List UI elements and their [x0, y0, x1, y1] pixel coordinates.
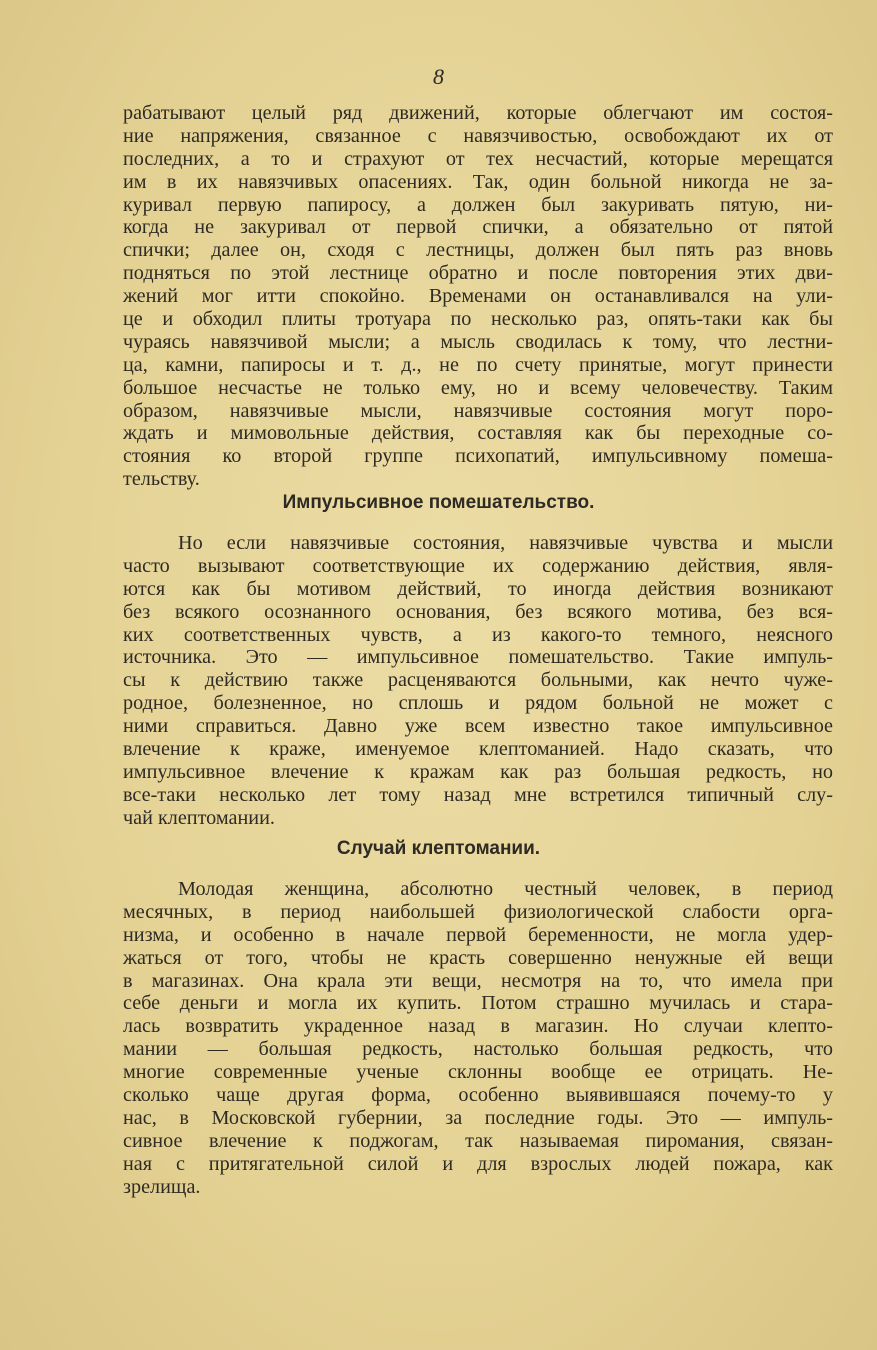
text-line: рабатывают целый ряд движений, которые облегчают им состоя-	[123, 102, 833, 124]
text-line: образом, навязчивые мысли, навязчивые состояния могут поро-	[123, 399, 833, 422]
text-line: стояния ко второй группе психопатий, импульсивному помеша-	[123, 445, 833, 468]
text-line: ются как бы мотивом действий, то иногда действия возникают	[123, 577, 833, 600]
text-line: ца, камни, папиросы и т. д., не по счету принятые, могут принести	[123, 353, 833, 376]
text-line: нас, в Московской губернии, за последние годы. Это — импуль-	[123, 1106, 833, 1129]
text-line: родное, болезненное, но сплошь и рядом больной не может с	[123, 692, 833, 715]
paragraph-kleptomania	[123, 878, 833, 1198]
text-line: без всякого осознанного основания, без всякого мотива, без вся-	[123, 600, 833, 623]
text-line: низма, и особенно в начале первой беременности, не могла удер-	[123, 923, 833, 946]
text-line: жаться от того, чтобы не красть совершенно ненужные ей вещи	[123, 946, 833, 969]
text-line: источника. Это — импульсивное помешательство. Такие импуль-	[123, 646, 833, 669]
page-number: 8	[433, 64, 444, 89]
text-line: чураясь навязчивой мысли; а мысль сводилась к тому, что лестни-	[123, 330, 833, 353]
text-line: многие современные ученые склонны вообще ее отрицать. Не-	[123, 1061, 833, 1084]
text-line: спички; далее он, сходя с лестницы, должен был пять раз вновь	[123, 239, 833, 262]
text-line: месячных, в период наибольшей физиологической слабости орга-	[123, 900, 833, 923]
text-line: ждать и мимовольные действия, составляя как бы переходные со-	[123, 422, 833, 445]
paragraph-continuation	[123, 102, 833, 491]
text-line: последних, а то и страхуют от тех несчастий, которые мерещатся	[123, 147, 833, 170]
text-line: Но если навязчивые состояния, навязчивые чувства и мысли	[178, 532, 833, 554]
text-line: импульсивное влечение к кражам как раз большая редкость, но	[123, 760, 833, 783]
section-heading-impulsive: Импульсивное помешательство.	[282, 492, 595, 513]
text-line: це и обходил плиты тротуара по несколько раз, опять-таки как бы	[123, 308, 833, 331]
text-line: влечение к краже, именуемое клептоманией. Надо сказать, что	[123, 738, 833, 761]
text-line: когда не закуривал от первой спички, а обязательно от пятой	[123, 216, 833, 239]
paragraph-impulsive	[123, 532, 833, 830]
text-line: все-таки несколько лет тому назад мне встретился типичный слу-	[123, 783, 833, 806]
text-line: сы к действию также расценяваются больными, как нечто чуже-	[123, 669, 833, 692]
text-line: тельству.	[123, 468, 200, 491]
text-line: часто вызывают соответствующие их содержанию действия, явля-	[123, 554, 833, 577]
text-line: жений мог итти спокойно. Временами он останавливался на ули-	[123, 285, 833, 308]
text-line: чай клептомании.	[123, 806, 275, 829]
text-line: себе деньги и могла их купить. Потом страшно мучилась и стара-	[123, 992, 833, 1015]
text-line: Молодая женщина, абсолютно честный человек, в период	[178, 878, 833, 900]
text-line: куривал первую папиросу, а должен был закуривать пятую, ни-	[123, 193, 833, 216]
text-line: ких соответственных чувств, а из какого-то темного, неясного	[123, 623, 833, 646]
text-line: ними справиться. Давно уже всем известно такое импульсивное	[123, 715, 833, 738]
section-heading-kleptomania: Случай клептомании.	[336, 838, 541, 859]
text-line: зрелища.	[123, 1175, 201, 1198]
text-line: подняться по этой лестнице обратно и после повторения этих дви-	[123, 262, 833, 285]
text-line: мании — большая редкость, настолько большая редкость, что	[123, 1038, 833, 1061]
text-line: ная с притягательной силой и для взрослых людей пожара, как	[123, 1152, 833, 1175]
text-line: большое несчастье не только ему, но и всему человечеству. Таким	[123, 376, 833, 399]
text-line: им в их навязчивых опасениях. Так, один больной никогда не за-	[123, 170, 833, 193]
text-line: ние напряжения, связанное с навязчивостью, освобождают их от	[123, 124, 833, 147]
text-line: сколько чаще другая форма, особенно выявившаяся почему-то у	[123, 1084, 833, 1107]
text-line: в магазинах. Она крала эти вещи, несмотря на то, что имела при	[123, 969, 833, 992]
text-line: сивное влечение к поджогам, так называемая пиромания, связан-	[123, 1129, 833, 1152]
text-line: лась возвратить украденное назад в магазин. Но случаи клепто-	[123, 1015, 833, 1038]
